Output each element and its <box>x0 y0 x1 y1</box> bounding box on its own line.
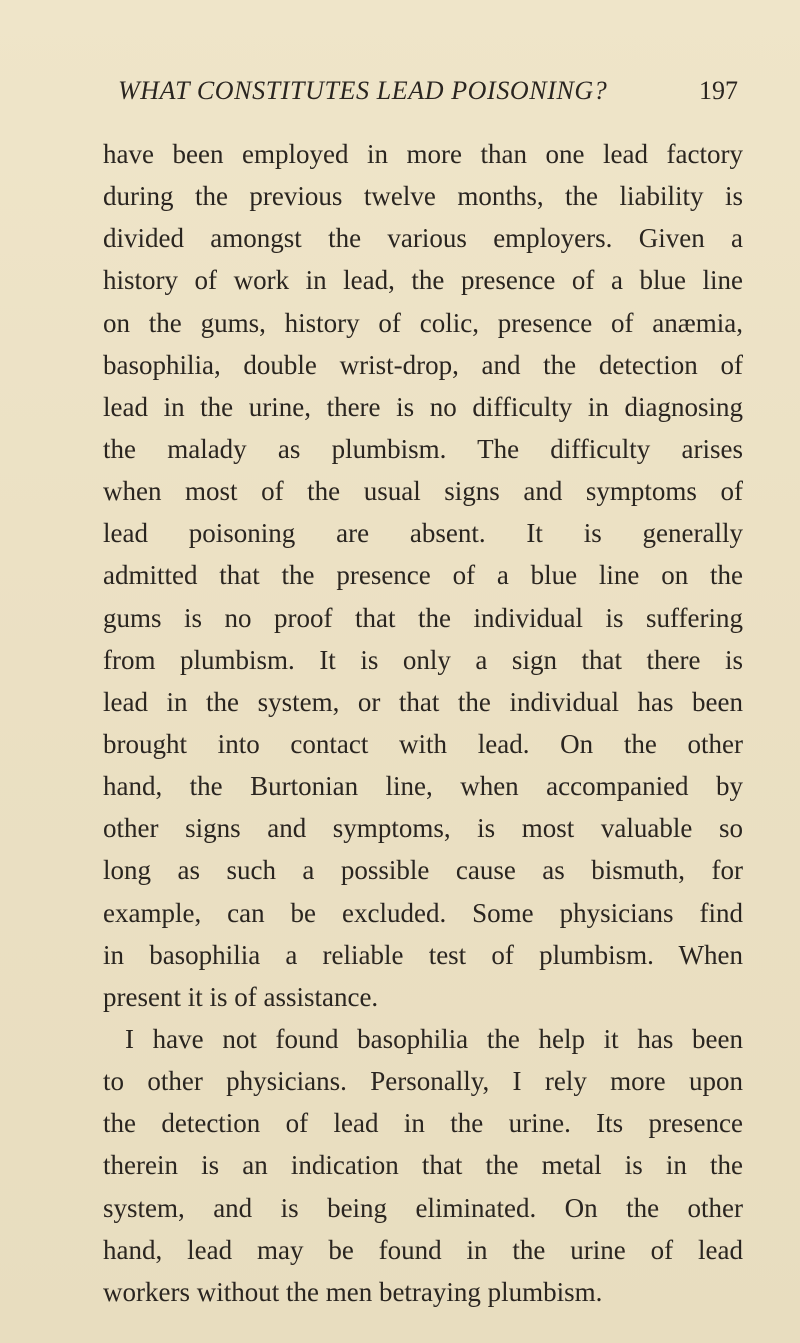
text-line: I have not found basophilia the help it has been <box>125 1023 743 1054</box>
text-line: in basophilia a reliable test of plumbism. When <box>103 939 743 970</box>
text-line: lead poisoning are absent. It is generally <box>103 518 743 549</box>
text-line: therein is an indication that the metal is in the <box>103 1150 743 1181</box>
text-line: present it is of assistance. <box>103 981 379 1012</box>
running-head <box>118 76 738 116</box>
text-line: from plumbism. It is only a sign that there is <box>103 644 743 675</box>
text-line: during the previous twelve months, the liability is <box>103 181 743 212</box>
body-text <box>103 133 743 1313</box>
text-line: system, and is being eliminated. On the other <box>103 1192 743 1223</box>
text-line: other signs and symptoms, is most valuable so <box>103 813 743 844</box>
text-line: hand, the Burtonian line, when accompanied by <box>103 771 743 802</box>
text-line: long as such a possible cause as bismuth, for <box>103 855 743 886</box>
text-line: gums is no proof that the individual is suffering <box>103 602 743 633</box>
text-line: the malady as plumbism. The difficulty arises <box>103 433 743 464</box>
text-line: history of work in lead, the presence of a blue line <box>103 265 743 296</box>
text-line: lead in the system, or that the individual has been <box>103 686 743 717</box>
paragraph-2 <box>103 1018 743 1313</box>
text-line: brought into contact with lead. On the other <box>103 728 743 759</box>
text-line: divided amongst the various employers. Given a <box>103 223 743 254</box>
text-line: hand, lead may be found in the urine of lead <box>103 1234 743 1265</box>
text-line: workers without the men betraying plumbism. <box>103 1276 603 1307</box>
text-line: to other physicians. Personally, I rely more upon <box>103 1066 743 1097</box>
text-line: example, can be excluded. Some physicians find <box>103 897 743 928</box>
text-line: the detection of lead in the urine. Its presence <box>103 1108 743 1139</box>
paragraph-1 <box>103 133 743 1018</box>
text-line: basophilia, double wrist-drop, and the detection of <box>103 349 743 380</box>
running-title: WHAT CONSTITUTES LEAD POISONING? <box>118 76 608 105</box>
text-line: admitted that the presence of a blue line on the <box>103 560 743 591</box>
page-number: 197 <box>699 76 738 105</box>
text-line: have been employed in more than one lead factory <box>103 139 743 169</box>
text-line: on the gums, history of colic, presence of anæmia, <box>103 307 743 338</box>
text-line: when most of the usual signs and symptoms of <box>103 476 743 507</box>
text-line: lead in the urine, there is no difficulty in diagnosing <box>103 391 743 422</box>
